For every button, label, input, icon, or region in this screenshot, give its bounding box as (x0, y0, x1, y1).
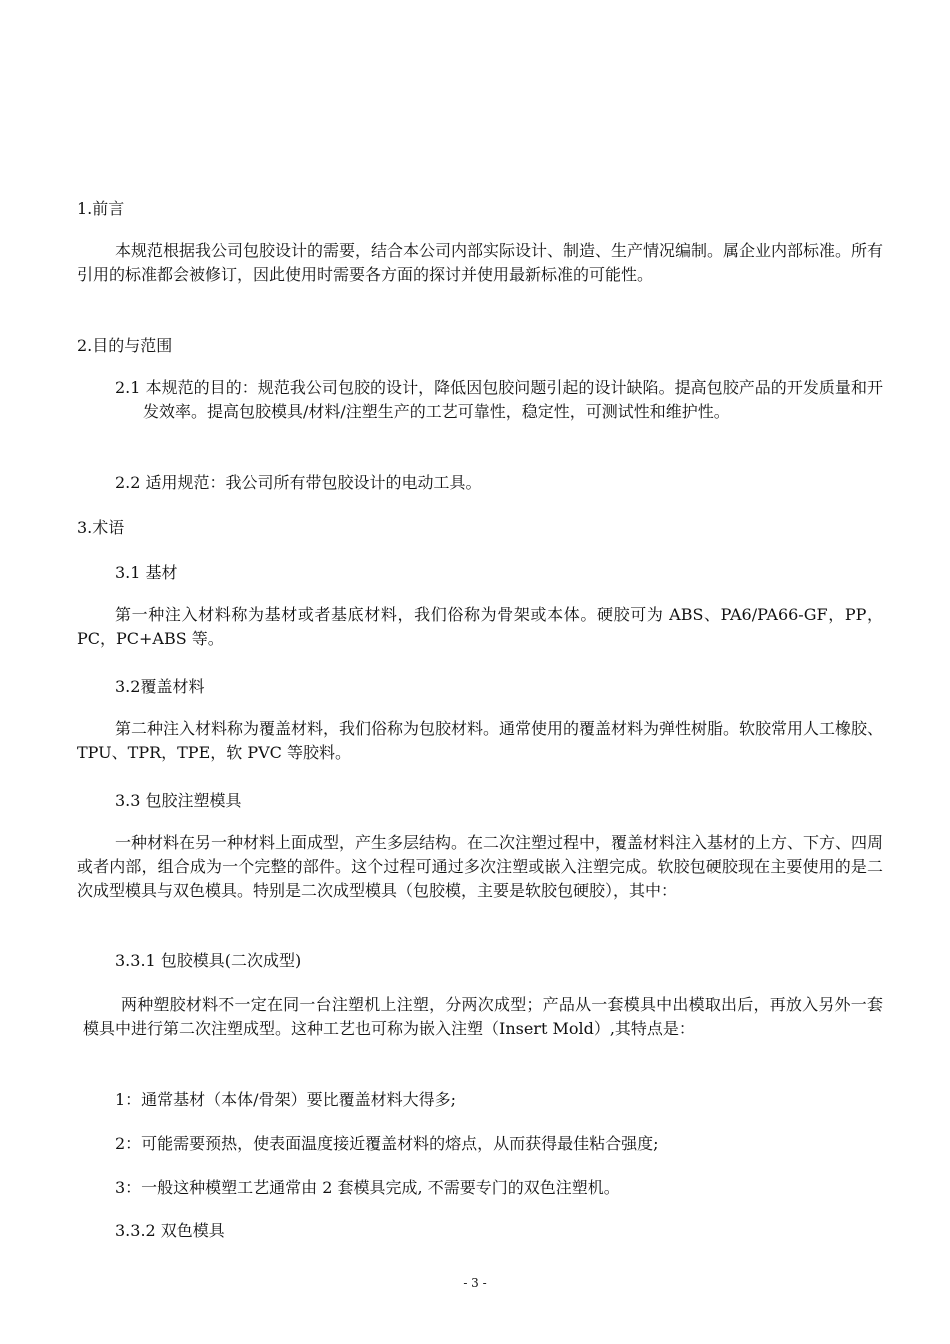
subheading-3-3-2-two-color-mold: 3.3.2 双色模具 (115, 1221, 225, 1240)
subheading-3-1-substrate: 3.1 基材 (115, 563, 178, 582)
paragraph-two-shot-mold: 两种塑胶材料不一定在同一台注塑机上注塑，分两次成型；产品从一套模具中出模取出后，再放入另外一套模具中进行第二次注塑成型。这种工艺也可称为嵌入注塑（Insert Mold）,其特点是： (83, 995, 883, 1038)
paragraph-overmold-injection-mold: 一种材料在另一种材料上面成型，产生多层结构。在二次注塑过程中，覆盖材料注入基材的上方、下方、四周或者内部，组合成为一个完整的部件。这个过程可通过多次注塑或嵌入注塑完成。软胶包硬胶现在主要使用的是二次成型模具与双色模具。特别是二次成型模具（包胶模，主要是软胶包硬胶），其中： (77, 833, 884, 900)
list-item-2: 2：可能需要预热，使表面温度接近覆盖材料的熔点，从而获得最佳粘合强度; (115, 1134, 659, 1153)
section-heading-preface: 1.前言 (77, 199, 125, 218)
page-number: - 3 - (463, 1276, 487, 1290)
subheading-3-2-overmold-material: 3.2覆盖材料 (115, 677, 205, 696)
paragraph-substrate: 第一种注入材料称为基材或者基底材料，我们俗称为骨架或本体。硬胶可为 ABS、PA6/PA66-GF，PP，PC，PC+ABS 等。 (77, 605, 883, 648)
list-item-3: 3：一般这种模塑工艺通常由 2 套模具完成, 不需要专门的双色注塑机。 (115, 1178, 620, 1197)
paragraph-overmold-material: 第二种注入材料称为覆盖材料，我们俗称为包胶材料。通常使用的覆盖材料为弹性树脂。软胶常用人工橡胶、TPU、TPR，TPE，软 PVC 等胶料。 (77, 719, 884, 762)
subheading-3-3-1-two-shot-mold: 3.3.1 包胶模具(二次成型) (115, 951, 302, 970)
subheading-3-3-overmold-injection-mold: 3.3 包胶注塑模具 (115, 791, 242, 810)
clause-2-1-purpose: 2.1 本规范的目的：规范我公司包胶的设计，降低因包胶问题引起的设计缺陷。提高包胶产品的开发质量和开发效率。提高包胶模具/材料/注塑生产的工艺可靠性，稳定性，可测试性和维护性。 (115, 378, 883, 421)
list-item-1: 1：通常基材（本体/骨架）要比覆盖材料大得多; (115, 1090, 456, 1109)
clause-2-2-scope: 2.2 适用规范：我公司所有带包胶设计的电动工具。 (115, 473, 482, 492)
section-heading-terms: 3.术语 (77, 518, 125, 537)
paragraph-preface: 本规范根据我公司包胶设计的需要，结合本公司内部实际设计、制造、生产情况编制。属企业内部标准。所有引用的标准都会被修订，因此使用时需要各方面的探讨并使用最新标准的可能性。 (77, 241, 884, 284)
section-heading-purpose-scope: 2.目的与范围 (77, 336, 173, 355)
